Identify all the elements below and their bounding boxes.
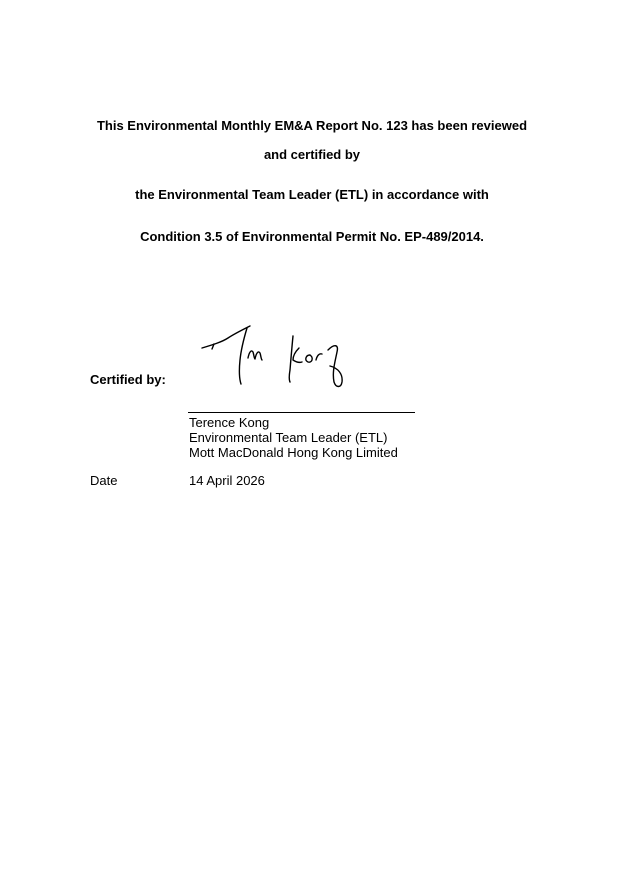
date-label: Date (90, 473, 118, 488)
date-value: 14 April 2026 (189, 473, 265, 488)
signer-name: Terence Kong (189, 415, 270, 430)
certified-by-label: Certified by: (90, 372, 166, 387)
certification-line-2: and certified by (263, 147, 361, 162)
handwritten-signature (200, 322, 350, 394)
signature-line (188, 412, 415, 413)
signer-title: Environmental Team Leader (ETL) (189, 430, 388, 445)
certification-line-3: the Environmental Team Leader (ETL) in accordance with (135, 187, 489, 202)
certification-line-4: Condition 3.5 of Environmental Permit No. EP-489/2014. (140, 229, 484, 244)
certification-line-1: This Environmental Monthly EM&A Report No. 123 has been reviewed (96, 118, 528, 133)
signer-company: Mott MacDonald Hong Kong Limited (189, 445, 398, 460)
